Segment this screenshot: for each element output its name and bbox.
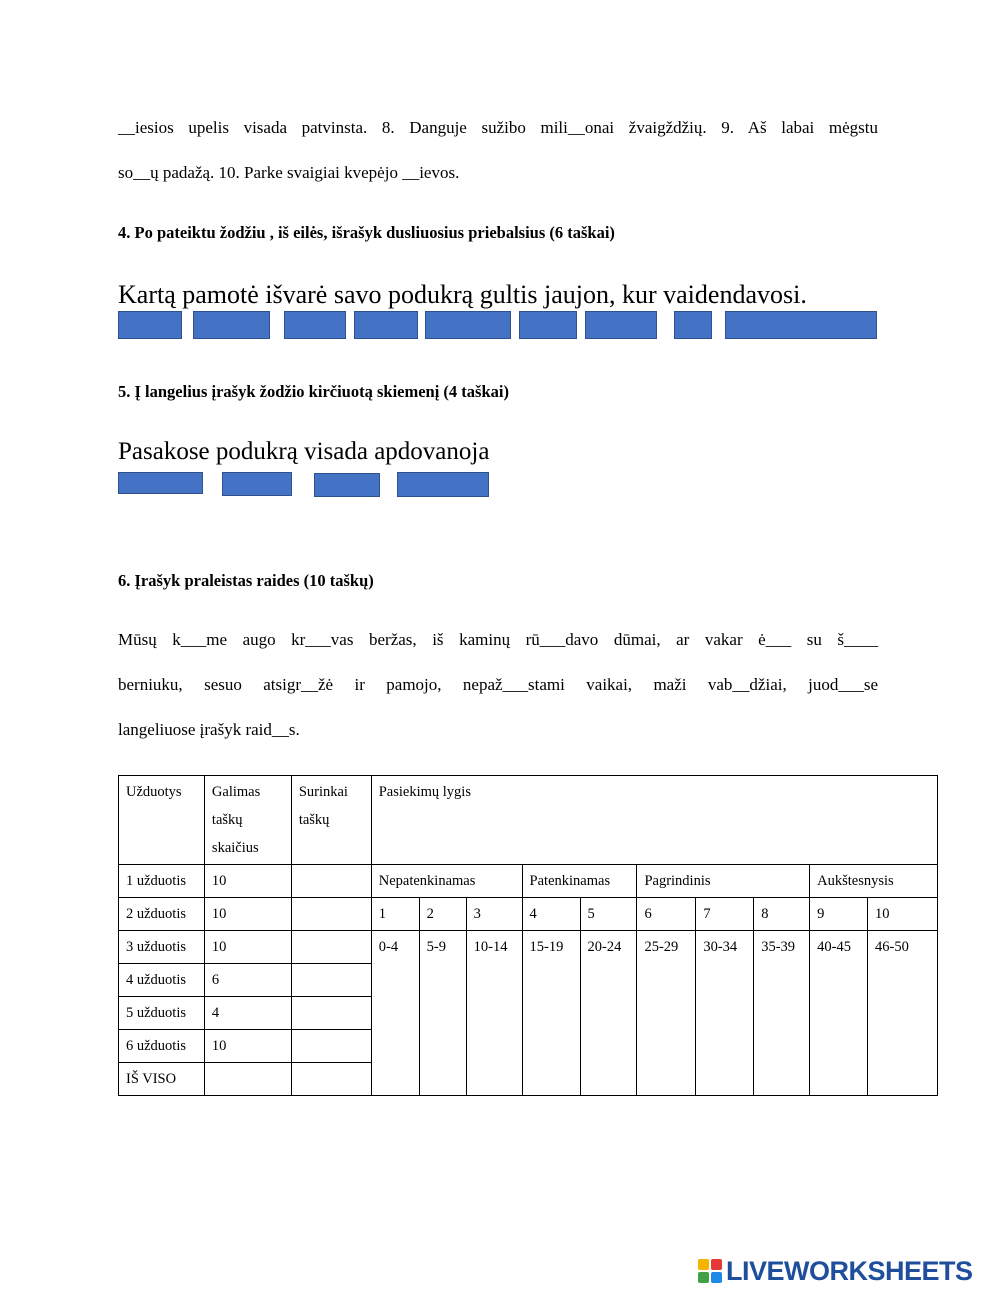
task6-line-1: Mūsų k___me augo kr___vas beržas, iš kaminų rū___davo dūmai, ar vakar ė___ su š____ xyxy=(118,630,878,649)
row-collected[interactable] xyxy=(291,898,371,931)
range: 15-19 xyxy=(522,931,580,1096)
answer-box[interactable] xyxy=(397,472,489,497)
range: 5-9 xyxy=(419,931,466,1096)
row-task: 2 užduotis xyxy=(119,898,205,931)
liveworksheets-logo xyxy=(698,1255,973,1287)
row-points: 10 xyxy=(204,898,291,931)
grade: 9 xyxy=(810,898,868,931)
range: 46-50 xyxy=(868,931,938,1096)
row-collected[interactable] xyxy=(291,997,371,1030)
range: 30-34 xyxy=(696,931,754,1096)
row-task: IŠ VISO xyxy=(119,1063,205,1096)
row-collected[interactable] xyxy=(291,931,371,964)
answer-box[interactable] xyxy=(519,311,577,339)
range: 0-4 xyxy=(371,931,419,1096)
answer-box[interactable] xyxy=(193,311,270,339)
grade: 2 xyxy=(419,898,466,931)
task6-line-3: langeliuose įrašyk raid__s. xyxy=(118,720,300,739)
row-collected[interactable] xyxy=(291,1063,371,1096)
logo-icon xyxy=(698,1259,722,1283)
header-task: Užduotys xyxy=(119,776,205,865)
row-collected[interactable] xyxy=(291,1030,371,1063)
row-points xyxy=(204,1063,291,1096)
row-task: 6 užduotis xyxy=(119,1030,205,1063)
answer-box[interactable] xyxy=(354,311,418,339)
level-label: Pagrindinis xyxy=(637,865,810,898)
answer-box[interactable] xyxy=(284,311,346,339)
score-table xyxy=(118,775,938,1096)
paragraph-line-1: __iesios upelis visada patvinsta. 8. Danguje sužibo mili__onai žvaigždžių. 9. Aš labai mėgstu xyxy=(118,118,878,137)
paragraph-line-2: so__ų padažą. 10. Parke svaigiai kvepėjo __ievos. xyxy=(118,163,460,182)
task6-line-2: berniuku, sesuo atsigr__žė ir pamojo, nepaž___stami vaikai, maži vab__džiai, juod___se xyxy=(118,675,878,694)
task4-sentence: Kartą pamotė išvarė savo podukrą gultis jaujon, kur vaidendavosi. xyxy=(118,280,807,309)
row-points: 4 xyxy=(204,997,291,1030)
grade: 1 xyxy=(371,898,419,931)
row-points: 6 xyxy=(204,964,291,997)
grade: 5 xyxy=(580,898,637,931)
level-label: Nepatenkinamas xyxy=(371,865,522,898)
answer-box[interactable] xyxy=(314,473,380,497)
grade: 7 xyxy=(696,898,754,931)
answer-box[interactable] xyxy=(118,311,182,339)
answer-box[interactable] xyxy=(118,472,203,494)
header-possible: Galimas taškų skaičius xyxy=(204,776,291,865)
range: 25-29 xyxy=(637,931,696,1096)
row-task: 1 užduotis xyxy=(119,865,205,898)
logo-text: LIVEWORKSHEETS xyxy=(726,1255,973,1286)
answer-box[interactable] xyxy=(674,311,712,339)
header-level: Pasiekimų lygis xyxy=(371,776,937,865)
row-points: 10 xyxy=(204,865,291,898)
row-points: 10 xyxy=(204,931,291,964)
answer-box[interactable] xyxy=(222,472,292,496)
task5-sentence: Pasakose podukrą visada apdovanoja xyxy=(118,438,490,465)
task4-heading: 4. Po pateiktu žodžiu , iš eilės, išrašyk dusliuosius priebalsius (6 taškai) xyxy=(118,223,615,242)
answer-box[interactable] xyxy=(425,311,511,339)
row-collected[interactable] xyxy=(291,865,371,898)
range: 40-45 xyxy=(810,931,868,1096)
row-task: 4 užduotis xyxy=(119,964,205,997)
task5-heading: 5. Į langelius įrašyk žodžio kirčiuotą skiemenį (4 taškai) xyxy=(118,382,509,401)
row-collected[interactable] xyxy=(291,964,371,997)
level-label: Aukštesnysis xyxy=(810,865,938,898)
row-task: 5 užduotis xyxy=(119,997,205,1030)
answer-box[interactable] xyxy=(725,311,877,339)
task6-heading: 6. Įrašyk praleistas raides (10 taškų) xyxy=(118,571,374,590)
row-task: 3 užduotis xyxy=(119,931,205,964)
grade: 6 xyxy=(637,898,696,931)
grade: 8 xyxy=(754,898,810,931)
row-points: 10 xyxy=(204,1030,291,1063)
grade: 4 xyxy=(522,898,580,931)
answer-box[interactable] xyxy=(585,311,657,339)
level-label: Patenkinamas xyxy=(522,865,637,898)
range: 35-39 xyxy=(754,931,810,1096)
header-collected: Surinkai taškų xyxy=(291,776,371,865)
range: 10-14 xyxy=(466,931,522,1096)
range: 20-24 xyxy=(580,931,637,1096)
grade: 3 xyxy=(466,898,522,931)
grade: 10 xyxy=(868,898,938,931)
